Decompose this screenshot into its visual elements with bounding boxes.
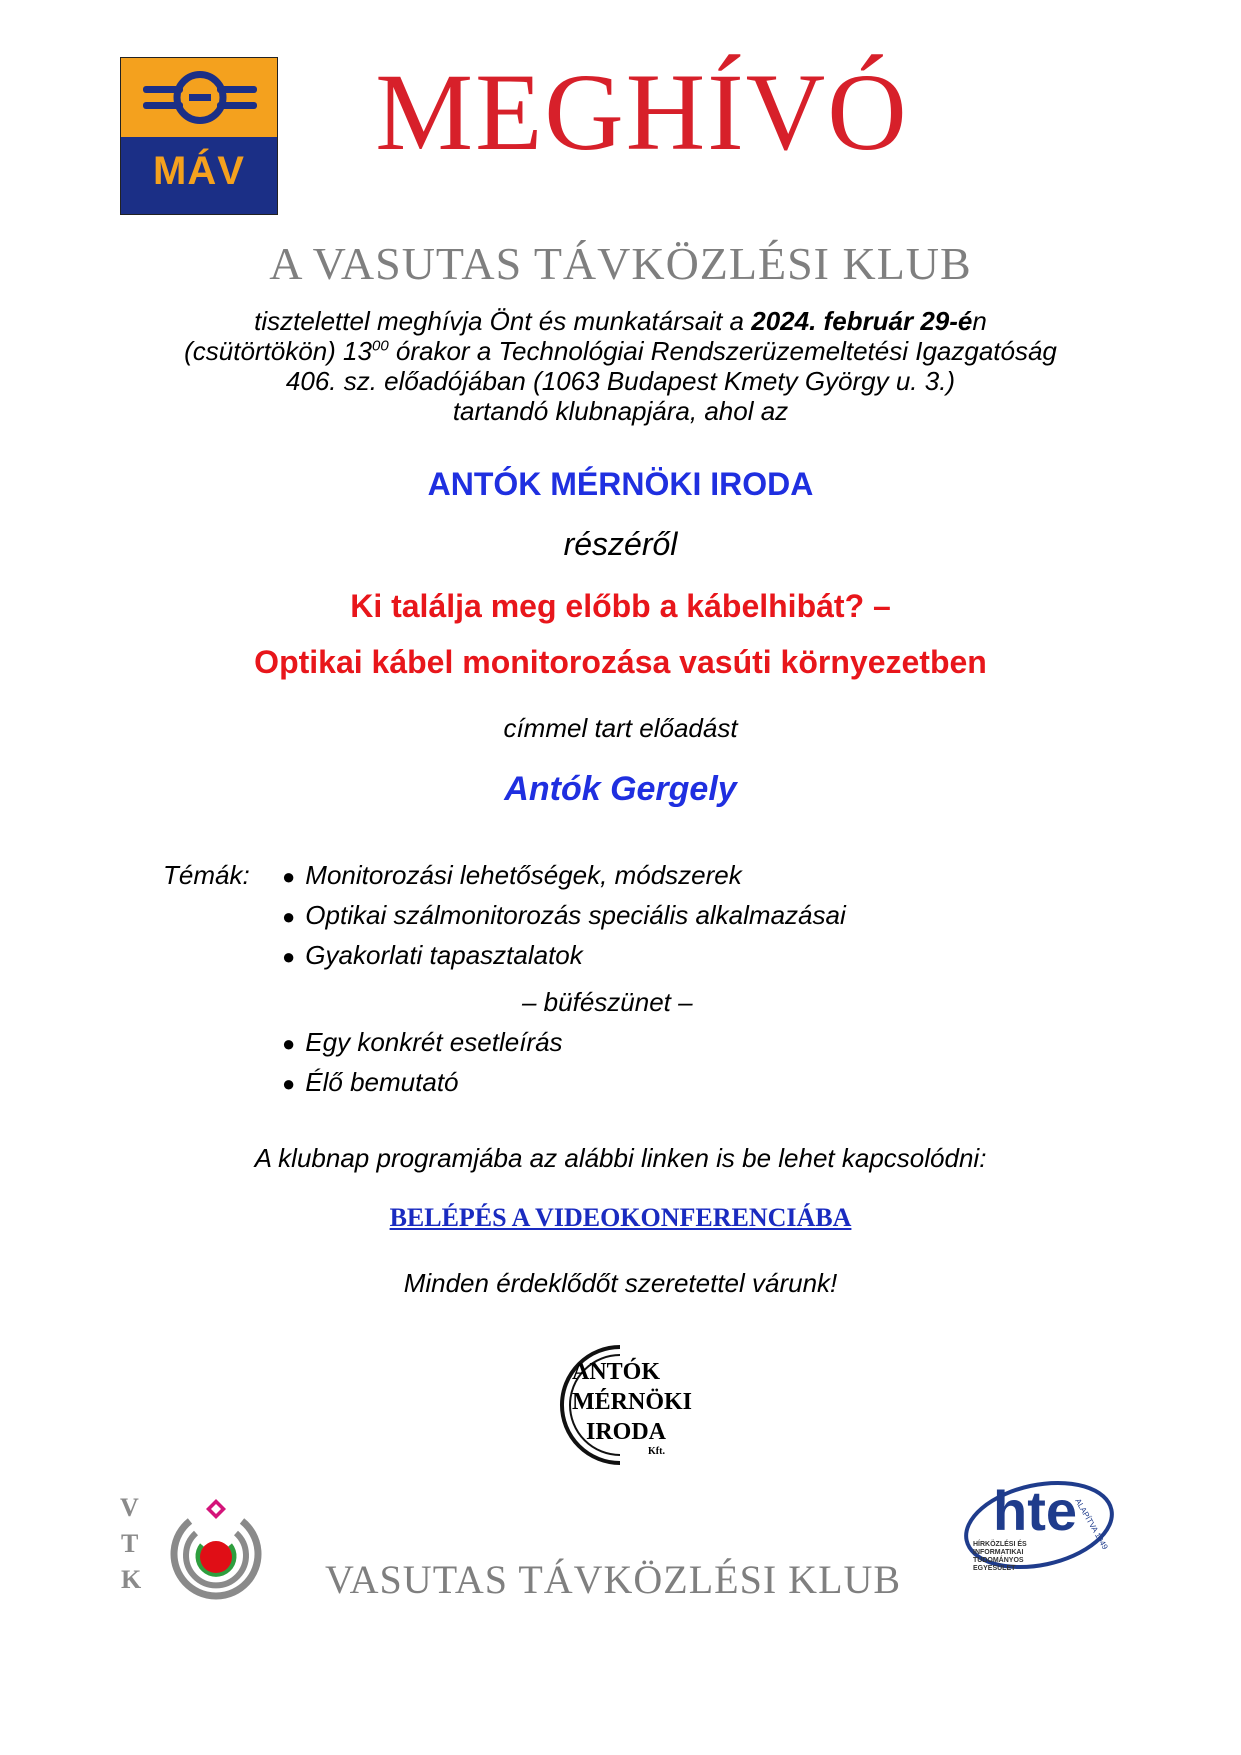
antok-logo: ANTÓK MÉRNÖKI IRODA Kft. — [538, 1343, 708, 1467]
bullet-icon: ● — [282, 1031, 296, 1056]
mav-logo-emblem — [121, 58, 277, 137]
topic-item: ● Gyakorlati tapasztalatok — [282, 940, 583, 970]
break-label: – büfészünet – — [522, 987, 693, 1017]
intro-line-4: tartandó klubnapjára, ahol az — [452, 396, 789, 426]
intro-line-3: 406. sz. előadójában (1063 Budapest Kmety György u. 3.) — [285, 366, 956, 396]
intro-line-2: (csütörtökön) $13^{00}$ órakor a Technológiai Rendszerüzemeltetési Igazgatóság — [184, 336, 1057, 366]
page-title: MEGHÍVÓ — [375, 51, 909, 173]
bullet-icon: ● — [282, 904, 296, 929]
bullet-icon: ● — [282, 864, 296, 889]
topic-item: ● Monitorozási lehetőségek, módszerek — [282, 860, 742, 890]
mav-logo-text: MÁV — [153, 149, 245, 193]
talk-title-line-1: Ki találja meg előbb a kábelhibát? – — [350, 588, 891, 624]
intro-line-1: tisztelettel meghívja Önt és munkatársait a 2024. február 29-én — [254, 306, 987, 336]
talk-intro-text: címmel tart előadást — [503, 713, 738, 743]
videoconference-link[interactable]: BELÉPÉS A VIDEOKONFERENCIÁBA — [389, 1203, 852, 1232]
topic-item: ● Élő bemutató — [282, 1067, 459, 1097]
bullet-icon: ● — [282, 1071, 296, 1096]
on-behalf-text: részéről — [563, 526, 678, 562]
topics-label: Témák: — [163, 860, 250, 890]
mav-wheel-icon — [121, 58, 278, 137]
time-superscript: 00 — [371, 337, 389, 355]
speaker-name: Antók Gergely — [504, 770, 737, 808]
vtk-logo: V T K — [116, 1493, 280, 1603]
hte-logo: hte ALAPÍTVA 1949 HÍRKÖZLÉSI ÉS INFORMATIKAI TUDOMÁNYOS EGYESÜLET — [963, 1473, 1123, 1583]
vtk-emblem-icon — [152, 1493, 280, 1603]
topic-item: ● Optikai szálmonitorozás speciális alkalmazásai — [282, 900, 846, 930]
footer-club-name: VASUTAS TÁVKÖZLÉSI KLUB — [324, 1557, 902, 1602]
company-name: ANTÓK MÉRNÖKI IRODA — [427, 466, 814, 502]
join-text: A klubnap programjába az alábbi linken is be lehet kapcsolódni: — [254, 1143, 987, 1173]
event-date: 2024. február 29-é — [751, 306, 973, 336]
bullet-icon: ● — [282, 944, 296, 969]
club-title: A VASUTAS TÁVKÖZLÉSI KLUB — [269, 238, 972, 289]
welcome-text: Minden érdeklődőt szeretettel várunk! — [403, 1268, 838, 1298]
talk-title-line-2: Optikai kábel monitorozása vasúti környezetben — [254, 644, 987, 680]
topic-item: ● Egy konkrét esetleírás — [282, 1027, 563, 1057]
mav-logo — [120, 57, 278, 215]
